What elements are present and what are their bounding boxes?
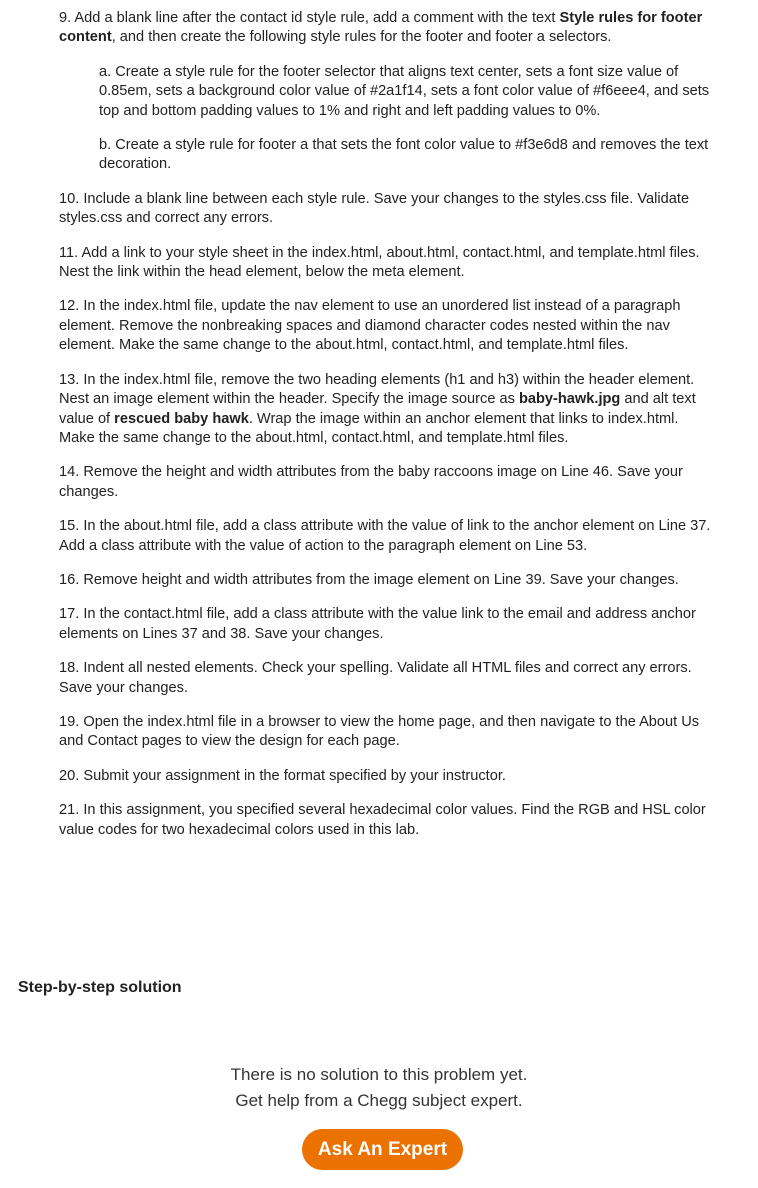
assignment-steps: [59, 9, 714, 855]
step-21: 21. In this assignment, you specified several hexadecimal color values. Find the RGB and HSL color value codes for two hexadecimal colors used in this lab.: [59, 802, 706, 838]
step-13-bold-alt-text: rescued baby hawk: [114, 410, 249, 427]
step-16: 16. Remove height and width attributes from the image element on Line 39. Save your changes.: [59, 571, 679, 588]
step-13-text-c: . Wrap the image within an anchor element that links to index.html. Make the same change to the about.html, contact.html, and template.html files.: [59, 410, 679, 446]
step-11: 11. Add a link to your style sheet in the index.html, about.html, contact.html, and template.html files. Nest the link within the head element, below the meta element.: [59, 244, 700, 281]
step-13-text-a: 13. In the index.html file, remove the two heading elements (h1 and h3) within the header element. Nest an image element within the header. Specify the image source as: [59, 371, 695, 408]
step-14: 14. Remove the height and width attributes from the baby raccoons image on Line 46. Save your changes.: [59, 464, 683, 500]
no-solution-line: There is no solution to this problem yet.: [230, 1065, 528, 1084]
step-17: 17. In the contact.html file, add a class attribute with the value link to the email and address anchor elements on Lines 37 and 38. Save your changes.: [59, 606, 696, 642]
step-9-bold-comment: Style rules for footer content: [59, 10, 703, 46]
step-13: [59, 371, 714, 449]
step-9-text-end: , and then create the following style rules for the footer and footer a selectors.: [111, 29, 612, 46]
step-10: 10. Include a blank line between each style rule. Save your changes to the styles.css file. Validate styles.css and correct any errors.: [59, 190, 690, 227]
step-19: 19. Open the index.html file in a browser to view the home page, and then navigate to the About Us and Contact pages to view the design for each page.: [59, 713, 700, 750]
step-9: [59, 9, 714, 48]
step-13-bold-image-source: baby-hawk.jpg: [518, 391, 621, 408]
step-12: 12. In the index.html file, update the nav element to use an unordered list instead of a paragraph element. Remove the nonbreaking spaces and diamond character codes nested within the nav element. Make the same change to the about.html, contact.html, and template.html files.: [59, 298, 681, 354]
solution-heading: Step-by-step solution: [18, 979, 182, 996]
step-9a: a. Create a style rule for the footer selector that aligns text center, sets a font size value of 0.85em, sets a background color value of #2a1f14, sets a font color value of #f6eee4, and sets top and bottom padding values to 1% and right and left padding values to 0%.: [99, 63, 710, 119]
no-solution-message: [0, 1062, 758, 1114]
step-9b: b. Create a style rule for footer a that sets the font color value to #f3e6d8 and removes the text decoration.: [99, 137, 709, 173]
expert-help-line: Get help from a Chegg subject expert.: [235, 1091, 523, 1110]
step-13-text-b: and alt text value of: [59, 391, 696, 427]
step-20: 20. Submit your assignment in the format specified by your instructor.: [59, 767, 506, 784]
step-15: 15. In the about.html file, add a class attribute with the value of link to the anchor element on Line 37. Add a class attribute with the value of action to the paragraph element on Line 53.: [59, 518, 711, 554]
step-18: 18. Indent all nested elements. Check your spelling. Validate all HTML files and correct any errors. Save your changes.: [59, 660, 692, 696]
step-9-text-start: 9. Add a blank line after the contact id style rule, add a comment with the text: [59, 10, 560, 26]
ask-an-expert-button[interactable]: Ask An Expert: [302, 1129, 463, 1170]
